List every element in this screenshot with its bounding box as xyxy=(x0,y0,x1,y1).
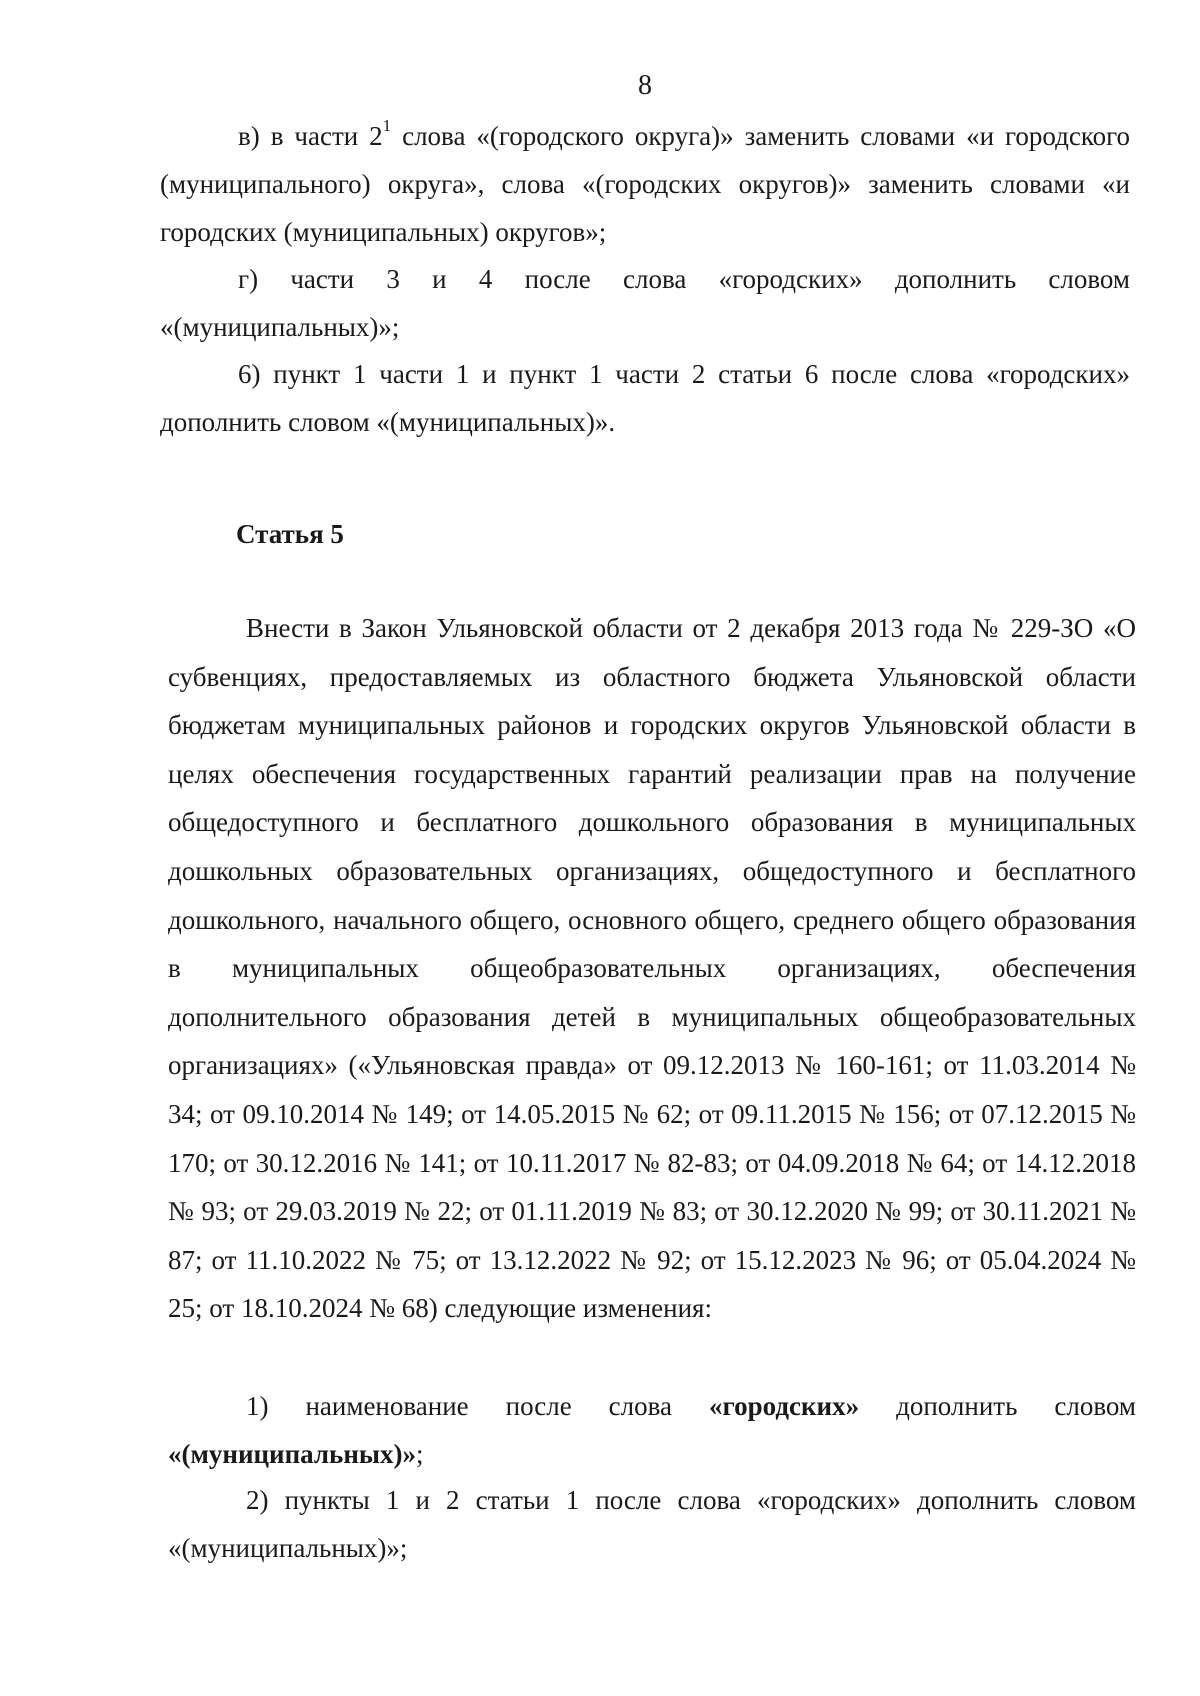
paragraph-g: г) части 3 и 4 после слова «городских» дополнить словом «(муниципальных)»; xyxy=(160,264,1130,342)
superscript-one: 1 xyxy=(382,116,392,135)
article-heading: Статья 5 xyxy=(236,519,344,549)
page-number: 8 xyxy=(638,70,652,101)
paragraph-item-2: 2) пункты 1 и 2 статьи 1 после слова «городских» дополнить словом «(муниципальных)»; xyxy=(168,1485,1136,1563)
paragraph-6: 6) пункт 1 части 1 и пункт 1 части 2 статьи 6 после слова «городских» дополнить словом «(муниципальных)». xyxy=(160,359,1130,437)
item-1-bold-word: «городских» xyxy=(709,1391,860,1421)
item-1-text-middle: дополнить словом xyxy=(859,1391,1136,1421)
item-1-text-start: 1) наименование после слова xyxy=(246,1391,709,1421)
item-1-text-end: ; xyxy=(415,1439,424,1469)
article-5-intro-paragraph: Внести в Закон Ульяновской области от 2 декабря 2013 года № 229-ЗО «О субвенциях, предоставляемых из областного бюджета Ульяновской области бюджетам муниципальных районов и городских округов Ульяновской области в целях обеспечения государственных гарантий реализации прав на получение общедоступного и бесплатного дошкольного образования в муниципальных дошкольных образовательных организациях, общедоступного и бесплатного дошкольного, начального общего, основного общего, среднего общего образования в муниципальных общеобразовательных организациях, обеспечения дополнительного образования детей в муниципальных общеобразовательных организациях» («Ульяновская правда» от 09.12.2013 № 160-161; от 11.03.2014 № 34; от 09.10.2014 № 149; от 14.05.2015 № 62; от 09.11.2015 № 156; от 07.12.2015 № 170; от 30.12.2016 № 141; от 10.11.2017 № 82-83; от 04.09.2018 № 64; от 14.12.2018 № 93; от 29.03.2019 № 22; от 01.11.2019 № 83; от 30.12.2020 № 99; от 30.11.2021 № 87; от 11.10.2022 № 75; от 13.12.2022 № 92; от 15.12.2023 № 96; от 05.04.2024 № 25; от 18.10.2024 № 68) следующие изменения: xyxy=(168,613,1136,1324)
paragraph-v-text-end: слова «(городского округа)» заменить словами «и городского (муниципального) округа», слова «(городских округов)» заменить словами «и городских (муниципальных) округов»; xyxy=(160,121,1130,247)
paragraph-v xyxy=(160,112,1130,256)
item-1-bold-insert: «(муниципальных)» xyxy=(168,1439,416,1469)
paragraph-item-1 xyxy=(168,1382,1136,1478)
paragraph-v-text-start: в) в части 2 xyxy=(238,121,383,151)
